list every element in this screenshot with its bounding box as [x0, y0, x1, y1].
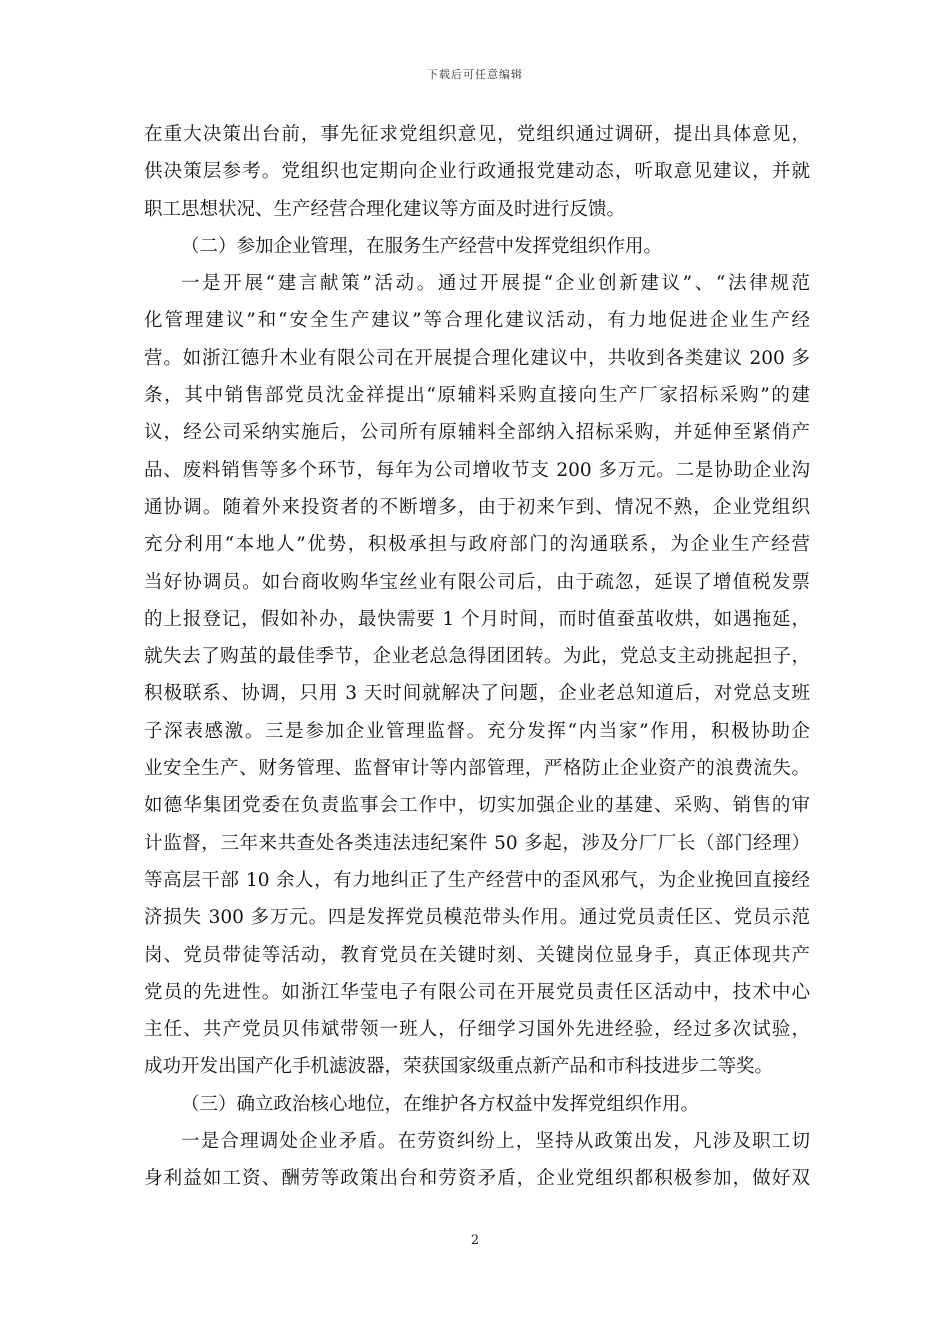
text-line: 业安全生产、财务管理、监督审计等内部管理，严格防止企业资产的浪费流失。	[144, 758, 810, 780]
text-line: （二）参加企业管理，在服务生产经营中发挥党组织作用。	[181, 235, 663, 257]
text-line: 职工思想状况、生产经营合理化建议等方面及时进行反馈。	[144, 198, 626, 220]
page-header: 下载后可任意编辑	[427, 68, 523, 81]
text-line: 的上报登记，假如补办，最快需要 1 个月时间，而时值蚕茧收烘，如遇拖延，	[144, 608, 810, 630]
text-line: 积极联系、协调，只用 3 天时间就解决了问题，企业老总知道后，对党总支班	[144, 683, 810, 705]
text-line: 一是开展“建言献策”活动。通过开展提“企业创新建议”、“法律规范	[181, 273, 810, 295]
text-line: 就失去了购茧的最佳季节，企业老总急得团团转。为此，党总支主动挑起担子，	[144, 646, 810, 668]
text-line: 通协调。随着外来投资者的不断增多，由于初来乍到、情况不熟，企业党组织	[144, 496, 810, 518]
text-line: 计监督，三年来共查处各类违法违纪案件 50 多起，涉及分厂厂长（部门经理）	[144, 832, 810, 854]
text-line: （三）确立政治核心地位，在维护各方权益中发挥党组织作用。	[181, 1093, 700, 1115]
text-line: 主任、共产党员贝伟斌带领一班人，仔细学习国外先进经验，经过多次试验，	[144, 1019, 810, 1041]
text-line: 品、废料销售等多个环节，每年为公司增收节支 200 多万元。二是协助企业沟	[144, 459, 810, 481]
text-line: 等高层干部 10 余人，有力地纠正了生产经营中的歪风邪气，为企业挽回直接经	[144, 869, 810, 891]
document-body	[144, 116, 810, 1198]
text-line: 岗、党员带徒等活动，教育党员在关键时刻、关键岗位显身手，真正体现共产	[144, 944, 810, 966]
text-line: 子深表感激。三是参加企业管理监督。充分发挥“内当家”作用，积极协助企	[144, 720, 810, 742]
page-number: 2	[470, 1233, 480, 1248]
text-line: 营。如浙江德升木业有限公司在开展提合理化建议中，共收到各类建议 200 多	[144, 347, 810, 369]
text-line: 供决策层参考。党组织也定期向企业行政通报党建动态，听取意见建议，并就	[144, 161, 810, 183]
text-line: 化管理建议”和“安全生产建议”等合理化建议活动，有力地促进企业生产经	[144, 310, 810, 332]
text-line: 济损失 300 多万元。四是发挥党员模范带头作用。通过党员责任区、党员示范	[144, 907, 810, 929]
text-line: 如德华集团党委在负责监事会工作中，切实加强企业的基建、采购、销售的审	[144, 795, 810, 817]
text-line: 身利益如工资、酬劳等政策出台和劳资矛盾，企业党组织都积极参加，做好双	[144, 1168, 810, 1190]
text-line: 条，其中销售部党员沈金祥提出“原辅料采购直接向生产厂家招标采购”的建	[144, 385, 810, 407]
text-line: 当好协调员。如台商收购华宝丝业有限公司后，由于疏忽，延误了增值税发票	[144, 571, 810, 593]
text-line: 充分利用“本地人”优势，积极承担与政府部门的沟通联系，为企业生产经营	[144, 534, 810, 556]
text-line: 议，经公司采纳实施后，公司所有原辅料全部纳入招标采购，并延伸至紧俏产	[144, 422, 810, 444]
text-line: 在重大决策出台前，事先征求党组织意见，党组织通过调研，提出具体意见，	[144, 124, 810, 145]
text-line: 成功开发出国产化手机滤波器，荣获国家级重点新产品和市科技进步二等奖。	[144, 1056, 774, 1078]
text-line: 一是合理调处企业矛盾。在劳资纠纷上，坚持从政策出发，凡涉及职工切	[181, 1131, 810, 1153]
text-line: 党员的先进性。如浙江华莹电子有限公司在开展党员责任区活动中，技术中心	[144, 981, 810, 1003]
